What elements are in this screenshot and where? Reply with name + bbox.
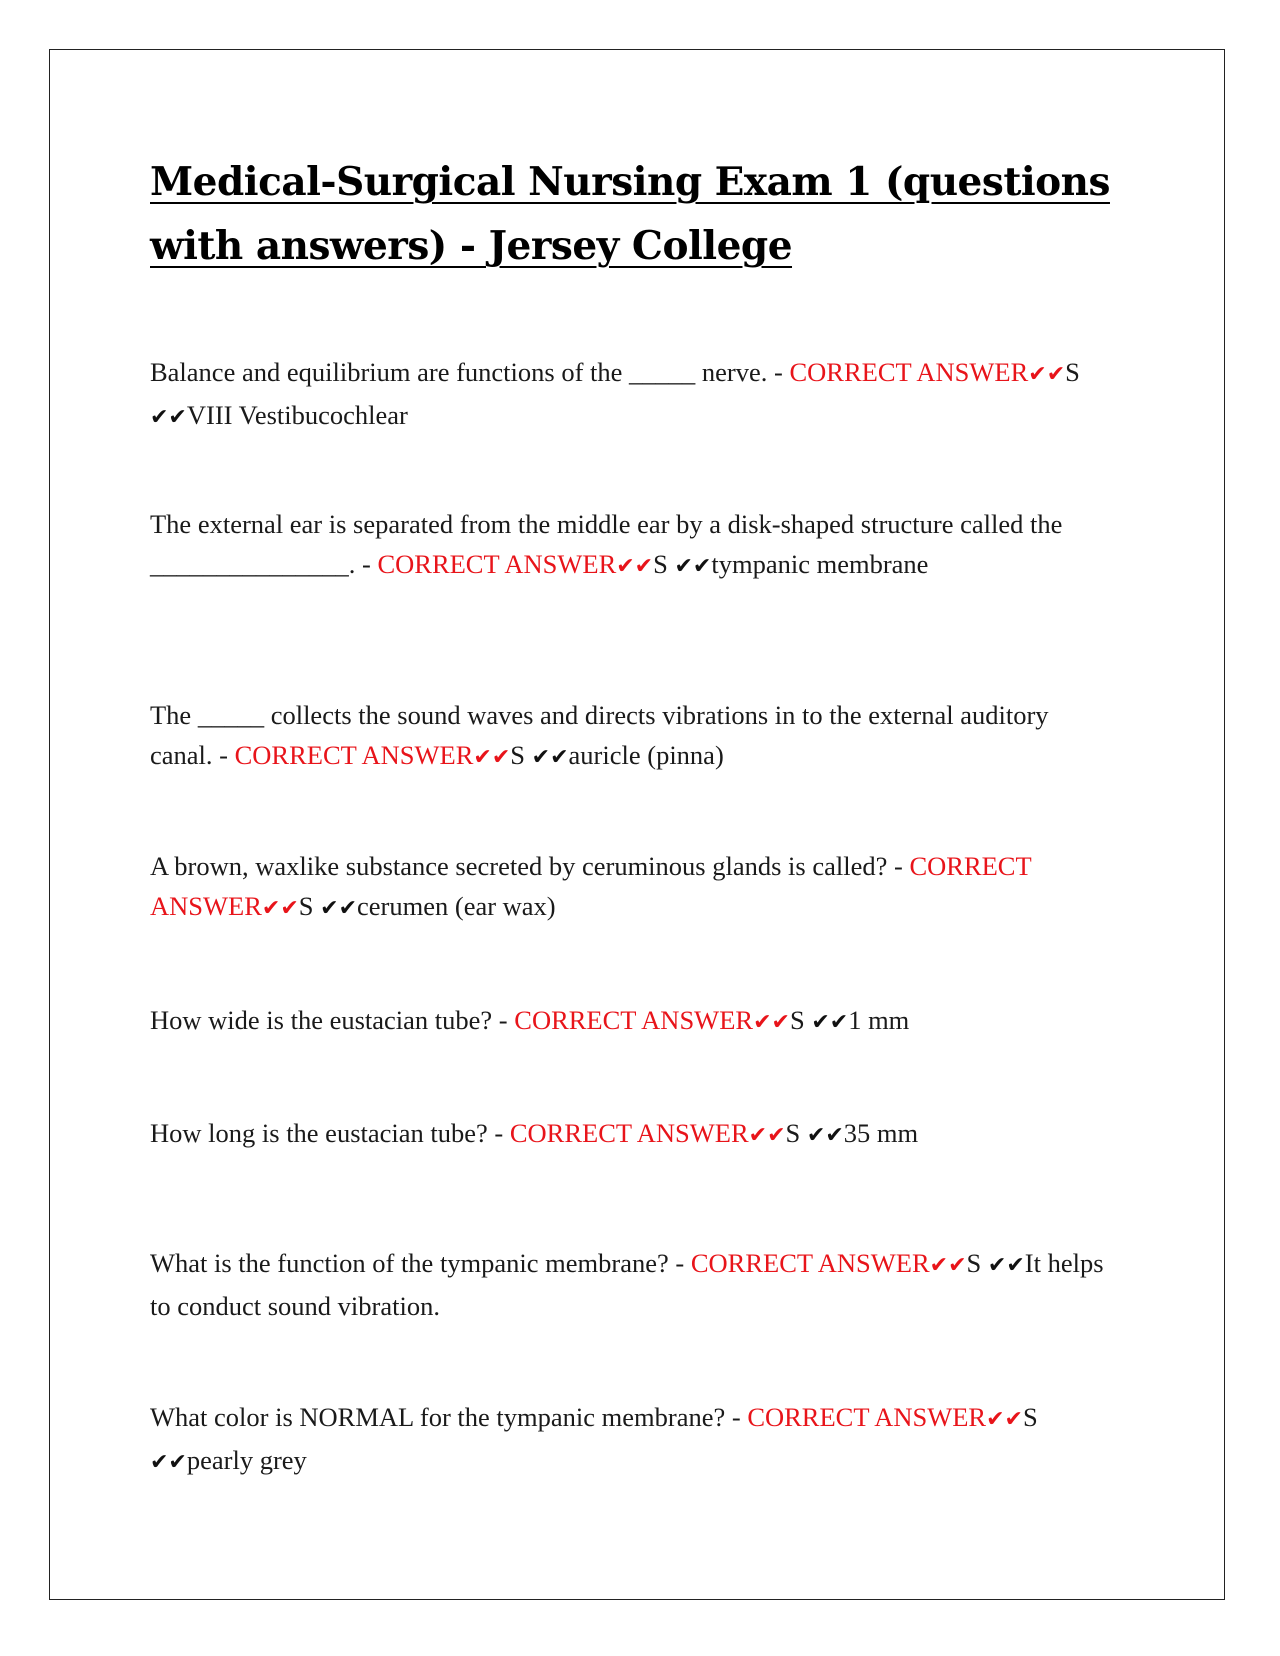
black-checkmark-icon: ✔✔ <box>320 896 358 921</box>
qa-item-1 <box>150 352 1110 438</box>
document-header <box>150 150 1110 278</box>
black-checkmark-icon: ✔✔ <box>806 1123 844 1148</box>
marker-letter: S <box>789 1005 805 1035</box>
marker-letter: S <box>1065 357 1080 387</box>
answer-text: VIII Vestibucochlear <box>186 400 408 430</box>
red-checkmark-icon: ✔✔ <box>473 745 511 770</box>
red-checkmark-icon: ✔✔ <box>748 1123 786 1148</box>
qa-item-5 <box>150 1000 1110 1043</box>
qa-item-8 <box>150 1397 1110 1483</box>
red-checkmark-icon: ✔✔ <box>261 896 299 921</box>
question-text: The external ear is separated from the middle ear by a disk-shaped structure called the _______________. - <box>150 509 1063 579</box>
qa-item-3 <box>150 695 1110 778</box>
correct-answer-label: CORRECT ANSWER <box>690 1248 930 1278</box>
marker-letter: S <box>653 549 668 579</box>
answer-text: 35 mm <box>843 1118 919 1148</box>
question-text: A brown, waxlike substance secreted by ceruminous glands is called? - <box>150 851 910 881</box>
red-checkmark-icon: ✔✔ <box>753 1010 790 1035</box>
marker-letter: S <box>510 740 526 770</box>
answer-text: It helps to conduct sound vibration. <box>150 1248 1104 1321</box>
answer-text: cerumen (ear wax) <box>357 891 556 921</box>
answer-text: auricle (pinna) <box>568 740 724 770</box>
marker-letter: S <box>1022 1402 1038 1432</box>
question-text: Balance and equilibrium are functions of the _____ nerve. - <box>150 357 790 387</box>
question-text: What color is NORMAL for the tympanic membrane? - <box>150 1402 748 1432</box>
black-checkmark-icon: ✔✔ <box>987 1253 1025 1278</box>
qa-item-7 <box>150 1243 1110 1326</box>
black-checkmark-icon: ✔✔ <box>531 745 569 770</box>
correct-answer-label: CORRECT ANSWER <box>747 1402 987 1432</box>
marker-letter: S <box>785 1118 801 1148</box>
answer-text: tympanic membrane <box>711 549 929 579</box>
marker-letter: S <box>966 1248 982 1278</box>
correct-answer-label: CORRECT ANSWER <box>789 357 1029 387</box>
question-text: What is the function of the tympanic membrane? - <box>150 1248 691 1278</box>
correct-answer-label: CORRECT ANSWER <box>514 1005 754 1035</box>
question-text: The _____ collects the sound waves and directs vibrations in to the external auditory canal. - <box>150 700 1049 770</box>
question-text: How long is the eustacian tube? - <box>150 1118 510 1148</box>
black-checkmark-icon: ✔✔ <box>150 1450 187 1475</box>
black-checkmark-icon: ✔✔ <box>811 1010 849 1035</box>
answer-text: 1 mm <box>848 1005 910 1035</box>
question-text: How wide is the eustacian tube? - <box>150 1005 515 1035</box>
answer-text: pearly grey <box>186 1445 307 1475</box>
red-checkmark-icon: ✔✔ <box>986 1407 1023 1432</box>
red-checkmark-icon: ✔✔ <box>929 1253 967 1278</box>
qa-item-4 <box>150 846 1110 929</box>
black-checkmark-icon: ✔✔ <box>674 554 712 579</box>
page-border <box>49 49 1225 1600</box>
qa-item-6 <box>150 1113 1110 1156</box>
correct-answer-label: CORRECT ANSWER <box>509 1118 749 1148</box>
qa-item-2 <box>150 504 1110 587</box>
correct-answer-label: CORRECT ANSWER <box>150 851 1032 921</box>
red-checkmark-icon: ✔✔ <box>616 554 654 579</box>
correct-answer-label: CORRECT ANSWER <box>377 549 617 579</box>
correct-answer-label: CORRECT ANSWER <box>234 740 474 770</box>
black-checkmark-icon: ✔✔ <box>150 405 187 430</box>
document-title: Medical-Surgical Nursing Exam 1 (questions with answers) - Jersey College <box>150 159 1110 269</box>
marker-letter: S <box>298 891 314 921</box>
red-checkmark-icon: ✔✔ <box>1028 362 1066 387</box>
